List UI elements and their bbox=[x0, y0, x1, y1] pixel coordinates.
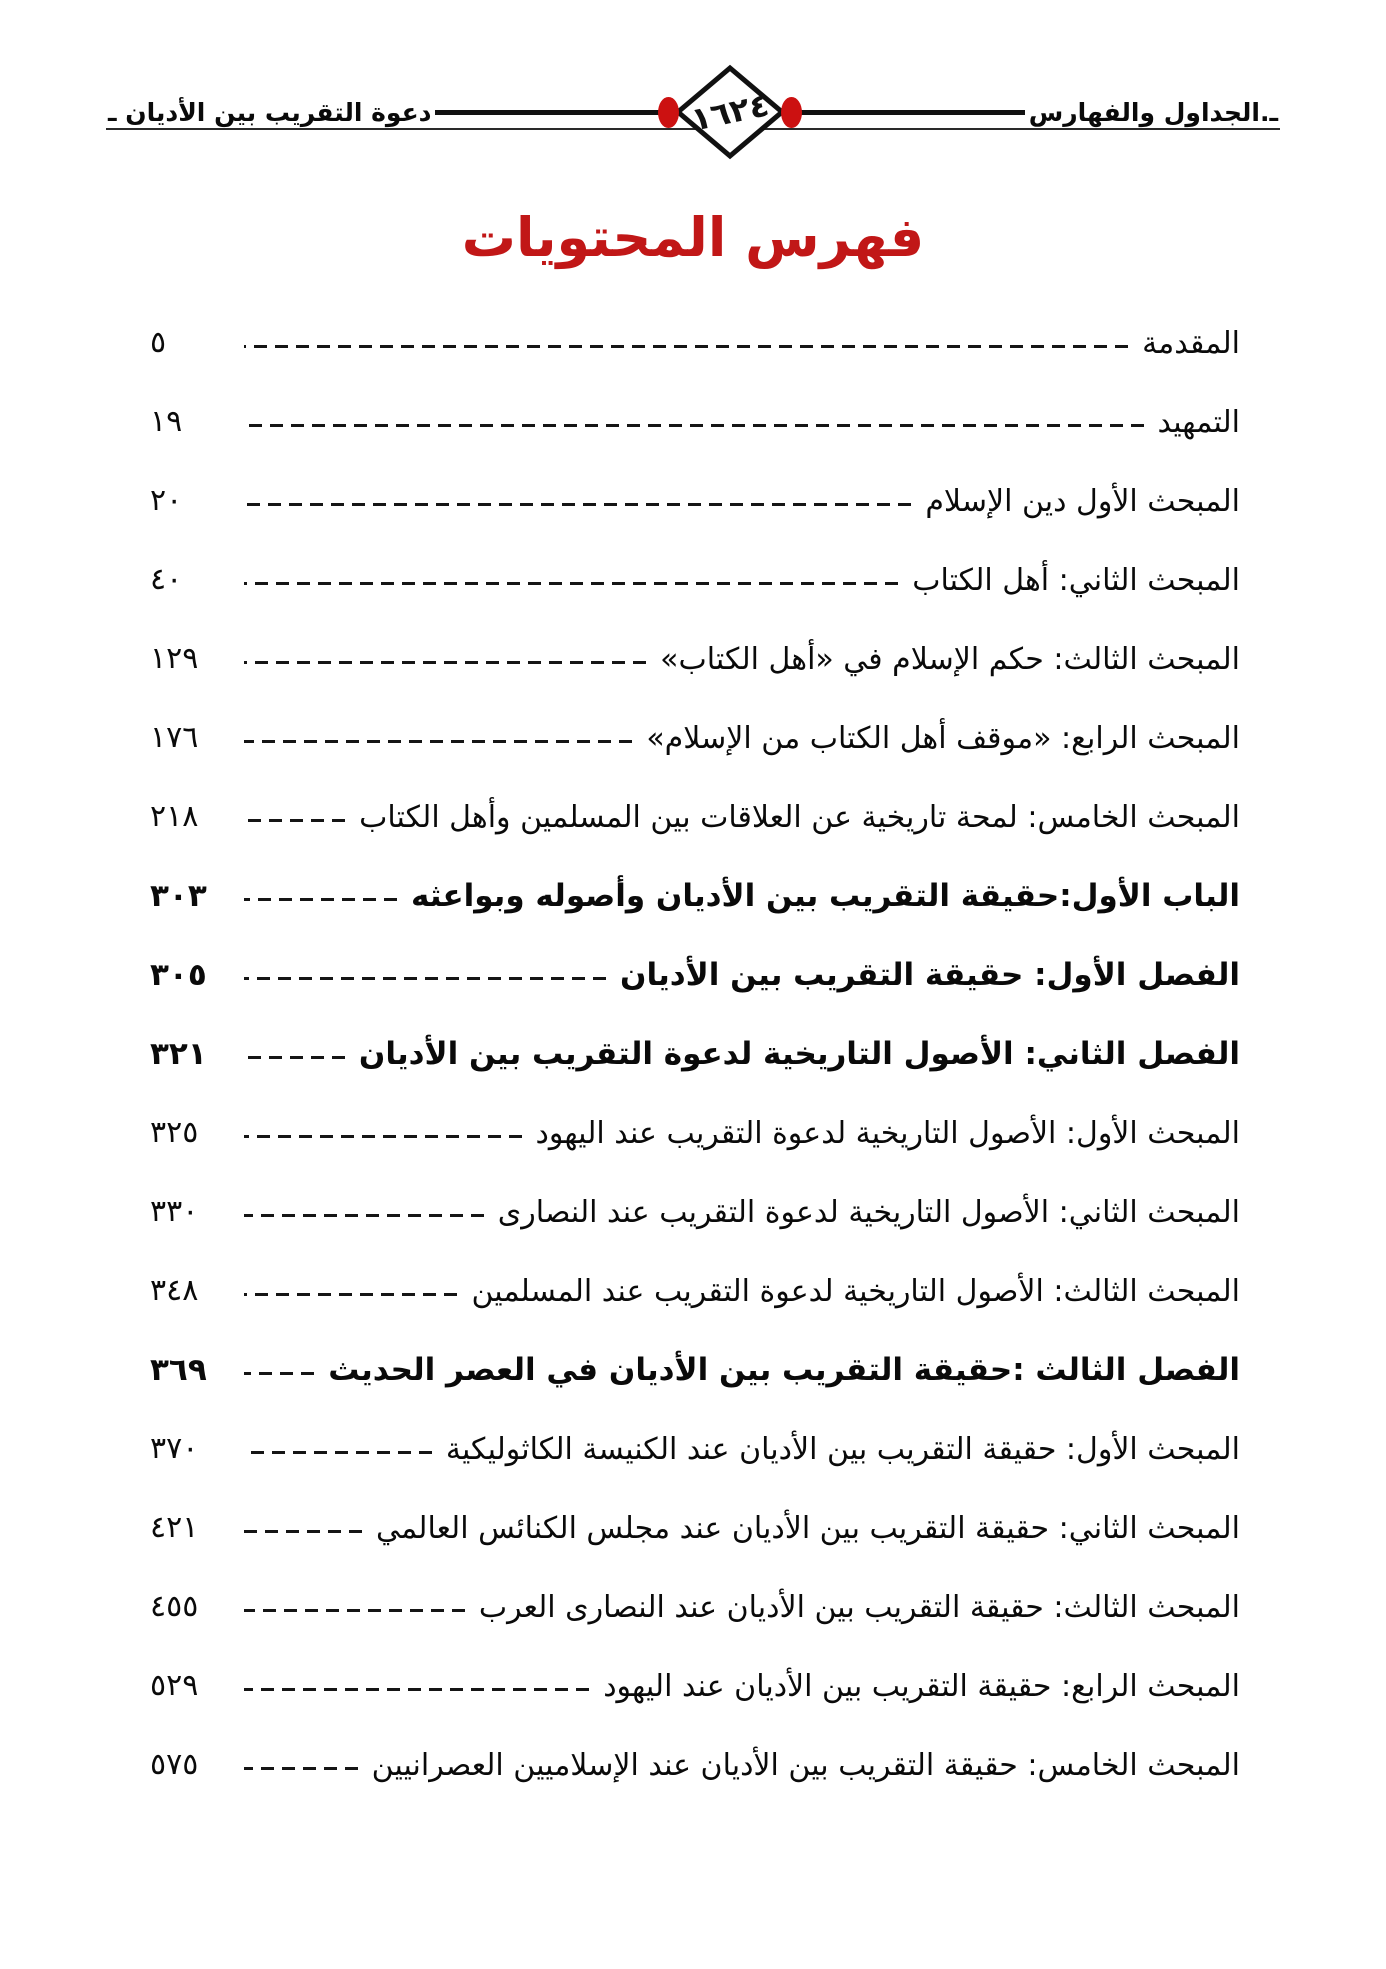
toc-entry bbox=[150, 1331, 1240, 1410]
toc-entry-page: ٥ bbox=[150, 325, 167, 360]
toc-entry-title: المبحث الثاني: الأصول التاريخية لدعوة التقريب عند النصارى bbox=[497, 1194, 1240, 1230]
toc-list bbox=[0, 304, 1386, 1805]
toc-entry-title: المبحث الثاني: حقيقة التقريب بين الأديان عند مجلس الكنائس العالمي bbox=[375, 1510, 1240, 1546]
dash-leader bbox=[244, 1767, 358, 1770]
toc-entry-title: المبحث الخامس: حقيقة التقريب بين الأديان عند الإسلاميين العصرانيين bbox=[371, 1747, 1240, 1783]
toc-entry-page: ٣٢١ bbox=[150, 1035, 207, 1072]
toc-entry bbox=[150, 383, 1240, 462]
toc-entry-page: ٣٦٩ bbox=[150, 1351, 207, 1388]
dash-leader bbox=[244, 1451, 432, 1454]
toc-entry-page: ٣٤٨ bbox=[150, 1273, 199, 1308]
toc-entry bbox=[150, 304, 1240, 383]
diamond-ornament bbox=[672, 62, 788, 162]
toc-entry-page: ٣٠٥ bbox=[150, 956, 207, 993]
dash-leader bbox=[244, 661, 646, 664]
toc-entry bbox=[150, 1647, 1240, 1726]
red-dot-ornament bbox=[658, 97, 679, 128]
toc-entry bbox=[150, 857, 1240, 936]
toc-entry-page: ٢٠ bbox=[150, 483, 183, 518]
running-header bbox=[104, 84, 1282, 140]
toc-entry bbox=[150, 1094, 1240, 1173]
toc-entry-page: ٢١٨ bbox=[150, 799, 199, 834]
toc-entry-page: ٥٢٩ bbox=[150, 1668, 199, 1703]
red-dot-ornament bbox=[781, 97, 802, 128]
toc-entry-title: المبحث الخامس: لمحة تاريخية عن العلاقات بين المسلمين وأهل الكتاب bbox=[359, 799, 1240, 835]
dash-leader bbox=[244, 1135, 522, 1138]
dash-leader bbox=[244, 1530, 362, 1533]
toc-entry bbox=[150, 778, 1240, 857]
toc-entry-title: المبحث الرابع: حقيقة التقريب بين الأديان عند اليهود bbox=[603, 1668, 1240, 1704]
dash-leader bbox=[244, 1372, 314, 1375]
toc-entry-page: ٥٧٥ bbox=[150, 1747, 199, 1782]
dash-leader bbox=[244, 740, 632, 743]
dash-leader bbox=[244, 1293, 457, 1296]
toc-entry-title: المبحث الأول: الأصول التاريخية لدعوة التقريب عند اليهود bbox=[535, 1115, 1240, 1151]
header-rule-left bbox=[435, 110, 665, 115]
toc-entry-page: ٤٥٥ bbox=[150, 1589, 199, 1624]
toc-entry bbox=[150, 1015, 1240, 1094]
toc-entry-page: ٣٧٠ bbox=[150, 1431, 199, 1466]
toc-entry bbox=[150, 1568, 1240, 1647]
toc-entry-title: التمهيد bbox=[1157, 404, 1240, 440]
toc-entry-title: الفصل الأول: حقيقة التقريب بين الأديان bbox=[620, 956, 1240, 993]
header-rule-right bbox=[795, 110, 1025, 115]
toc-entry-page: ٣٠٣ bbox=[150, 877, 207, 914]
toc-entry-title: المبحث الأول دين الإسلام bbox=[925, 483, 1240, 519]
toc-entry bbox=[150, 462, 1240, 541]
dash-leader bbox=[244, 898, 397, 901]
toc-entry-page: ١٧٦ bbox=[150, 720, 199, 755]
toc-entry-title: المقدمة bbox=[1142, 325, 1240, 361]
dash-leader bbox=[244, 424, 1144, 427]
toc-entry bbox=[150, 620, 1240, 699]
toc-entry-title: الفصل الثاني: الأصول التاريخية لدعوة التقريب بين الأديان bbox=[358, 1035, 1240, 1072]
toc-entry-page: ١٩ bbox=[150, 404, 183, 439]
toc-entry-title: الباب الأول:حقيقة التقريب بين الأديان وأصوله وبواعثه bbox=[410, 877, 1240, 914]
page-number-ornament bbox=[665, 62, 795, 162]
toc-entry bbox=[150, 1726, 1240, 1805]
dash-leader bbox=[244, 503, 911, 506]
toc-entry bbox=[150, 541, 1240, 620]
toc-entry-title: المبحث الثالث: حكم الإسلام في «أهل الكتاب» bbox=[660, 641, 1240, 677]
toc-entry-page: ١٢٩ bbox=[150, 641, 199, 676]
toc-entry-page: ٤٢١ bbox=[150, 1510, 199, 1545]
toc-entry-page: ٣٣٠ bbox=[150, 1194, 199, 1229]
toc-entry-title: الفصل الثالث :حقيقة التقريب بين الأديان في العصر الحديث bbox=[328, 1351, 1240, 1388]
toc-entry bbox=[150, 1410, 1240, 1489]
dash-leader bbox=[244, 345, 1128, 348]
header-page-number: ١٦٢٤ bbox=[687, 85, 773, 139]
dash-leader bbox=[244, 1214, 484, 1217]
toc-entry-title: المبحث الرابع: «موقف أهل الكتاب من الإسلام» bbox=[646, 720, 1240, 756]
dash-leader bbox=[244, 977, 606, 980]
header-section-title: ـ.الجداول والفهارس bbox=[1028, 97, 1278, 127]
dash-leader bbox=[244, 1609, 465, 1612]
header-book-title: دعوة التقريب بين الأديان ـ bbox=[108, 97, 432, 127]
dash-leader bbox=[244, 1688, 589, 1691]
toc-entry bbox=[150, 1489, 1240, 1568]
contents-title: فهرس المحتويات bbox=[461, 206, 925, 269]
toc-entry bbox=[150, 1252, 1240, 1331]
toc-entry bbox=[150, 1173, 1240, 1252]
dash-leader bbox=[244, 1056, 345, 1059]
toc-entry bbox=[150, 936, 1240, 1015]
toc-entry-title: المبحث الثالث: حقيقة التقريب بين الأديان عند النصارى العرب bbox=[478, 1589, 1240, 1625]
toc-entry-title: المبحث الثاني: أهل الكتاب bbox=[912, 562, 1240, 598]
toc-entry-page: ٤٠ bbox=[150, 562, 183, 597]
header-rule-row bbox=[104, 84, 1282, 140]
toc-entry-title: المبحث الأول: حقيقة التقريب بين الأديان عند الكنيسة الكاثوليكية bbox=[445, 1431, 1240, 1467]
toc-entry-page: ٣٢٥ bbox=[150, 1115, 199, 1150]
toc-entry-title: المبحث الثالث: الأصول التاريخية لدعوة التقريب عند المسلمين bbox=[471, 1273, 1240, 1309]
dash-leader bbox=[244, 819, 345, 822]
toc-entry bbox=[150, 699, 1240, 778]
dash-leader bbox=[244, 582, 898, 585]
